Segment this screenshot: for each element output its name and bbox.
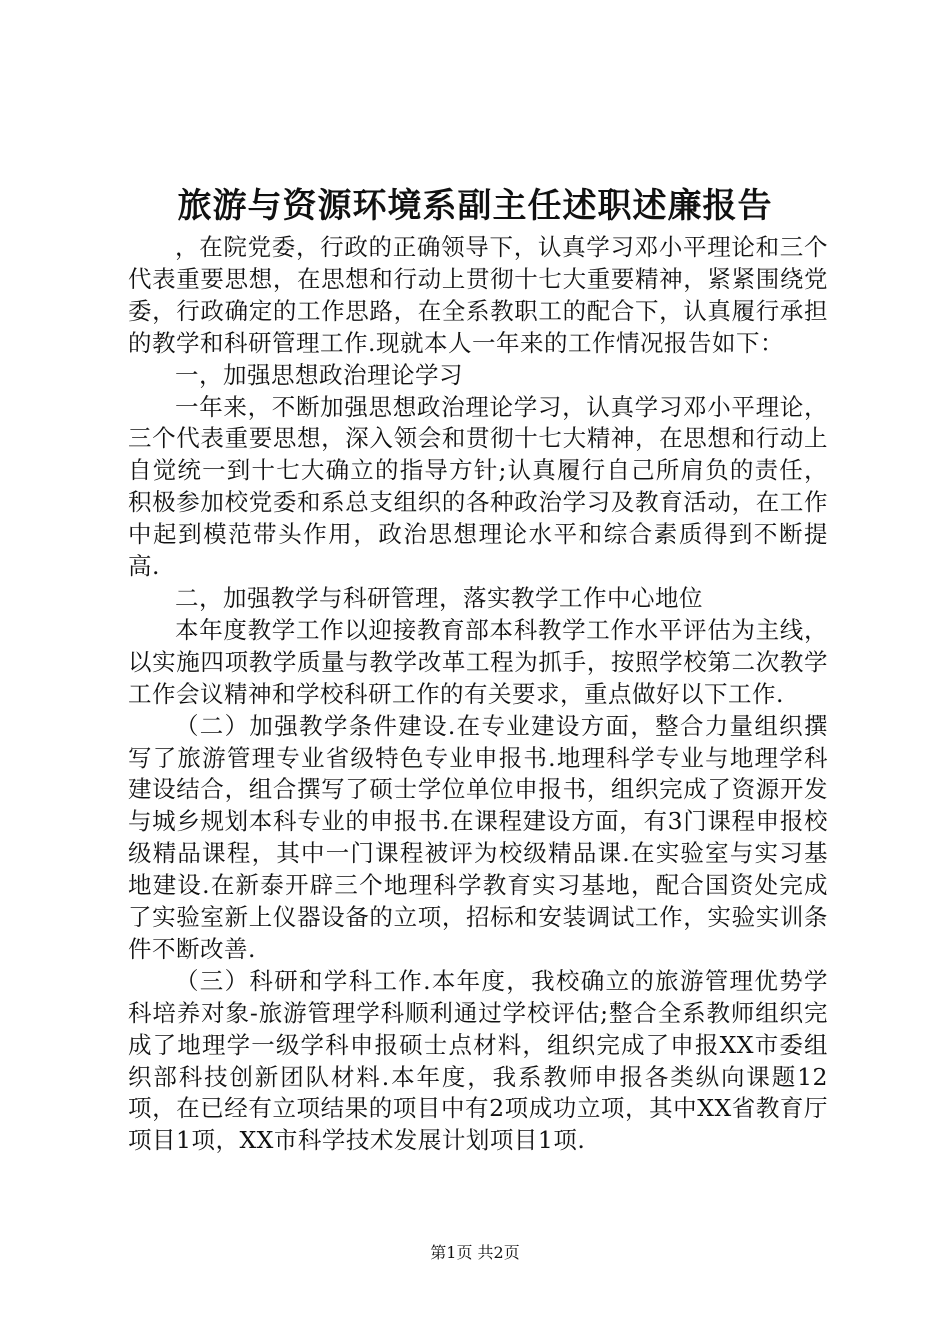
paragraph-teaching-conditions: （二）加强教学条件建设.在专业建设方面，整合力量组织撰写了旅游管理专业省级特色专业申报书.地理科学专业与地理学科建设结合，组合撰写了硕士学位单位申报书，组织完成了资源开发与城乡规划本科专业的申报书.在课程建设方面，有3门课程申报校级精品课程，其中一门课程被评为校级精品课.在实验室与实习基地建设.在新泰开辟三个地理科学教育实习基地，配合国资处完成了实验室新上仪器设备的立项，招标和安装调试工作，实验实训条件不断改善. <box>128 711 828 963</box>
page-number: 第1页 共2页 <box>430 1243 520 1262</box>
paragraph-intro: ，在院党委，行政的正确领导下，认真学习邓小平理论和三个代表重要思想，在思想和行动上贯彻十七大重要精神，紧紧围绕党委，行政确定的工作思路，在全系教职工的配合下，认真履行承担的教学和科研管理工作.现就本人一年来的工作情况报告如下： <box>128 233 828 357</box>
paragraph-political-study: 一年来，不断加强思想政治理论学习，认真学习邓小平理论，三个代表重要思想，深入领会和贯彻十七大精神，在思想和行动上自觉统一到十七大确立的指导方针;认真履行自己所肩负的责任，积极参加校党委和系总支组织的各种政治学习及教育活动，在工作中起到模范带头作用，政治思想理论水平和综合素质得到不断提高. <box>128 392 828 581</box>
paragraph-research: （三）科研和学科工作.本年度，我校确立的旅游管理优势学科培养对象-旅游管理学科顺利通过学校评估;整合全系教师组织完成了地理学一级学科申报硕士点材料，组织完成了申报XX市委组织部科技创新团队材料.本年度，我系教师申报各类纵向课题12项，在已经有立项结果的项目中有2项成功立项，其中XX省教育厅项目1项，XX市科学技术发展计划项目1项. <box>128 966 828 1155</box>
paragraph-teaching-overview: 本年度教学工作以迎接教育部本科教学工作水平评估为主线，以实施四项教学质量与教学改革工程为抓手，按照学校第二次教学工作会议精神和学校科研工作的有关要求，重点做好以下工作. <box>128 615 828 708</box>
section-heading-2: 二，加强教学与科研管理，落实教学工作中心地位 <box>175 583 703 612</box>
section-heading-1: 一，加强思想政治理论学习 <box>175 360 463 389</box>
document-body <box>128 232 828 1157</box>
document-title: 旅游与资源环境系副主任述职述廉报告 <box>177 186 773 226</box>
